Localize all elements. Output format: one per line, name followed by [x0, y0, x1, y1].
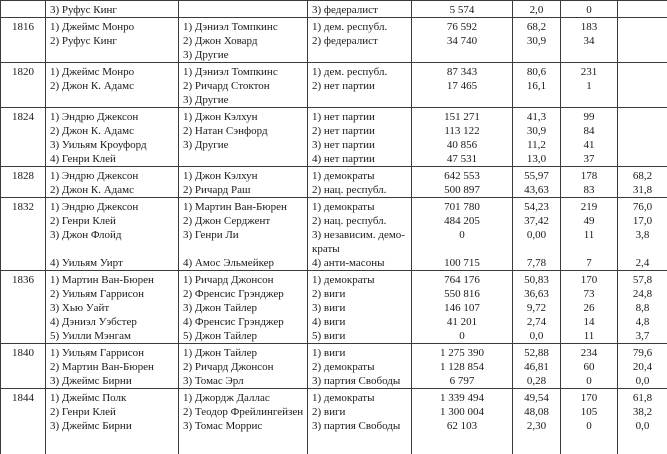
cell-line: 4,8: [635, 316, 650, 328]
cell-line: 2) Руфус Кинг: [50, 35, 117, 47]
cell-line: 11: [583, 229, 595, 241]
cell-line: 234: [580, 347, 598, 359]
cell-line: 2) Ричард Джонсон: [183, 361, 274, 373]
table-row: [1, 344, 667, 389]
cell-line: 4) Амос Эльмейкер: [183, 257, 275, 269]
cell-line: 54,23: [524, 201, 549, 213]
electoral-pct-cell: [618, 389, 667, 454]
cell-line: 30,9: [526, 35, 547, 47]
cell-line: 99: [583, 111, 595, 123]
cell-line: 68,2: [526, 21, 547, 33]
cell-line: 4) Уильям Уирт: [50, 257, 123, 269]
cell-line: 3,7: [635, 330, 650, 342]
electoral-votes-cell: [561, 18, 618, 63]
cell-line: 1) Дэниэл Томпкинс: [183, 66, 278, 78]
votes-cell: [412, 271, 513, 344]
vice-candidates-cell: [179, 108, 308, 167]
cell-line: 1) Эндрю Джексон: [50, 170, 139, 182]
cell-line: 41,3: [526, 111, 547, 123]
cell-line: [416, 242, 508, 256]
electoral-votes-cell: [561, 389, 618, 454]
cell-line: 1) Джордж Даллас: [183, 392, 270, 404]
cell-line: 34: [583, 35, 595, 47]
cell-line: 3) федералист: [312, 4, 378, 16]
cell-line: 1) Мартин Ван-Бюрен: [50, 274, 154, 286]
year-cell: [1, 389, 46, 454]
cell-line: 1844: [12, 392, 34, 404]
electoral-pct-cell: [618, 344, 667, 389]
cell-line: 3) Хью Уайт: [50, 302, 110, 314]
cell-line: 3) виги: [312, 302, 346, 314]
cell-line: 1) Джеймс Монро: [50, 66, 135, 78]
vice-candidates-cell: [179, 389, 308, 454]
cell-line: 4) Генри Клей: [50, 153, 116, 165]
cell-line: 1) дем. республ.: [312, 66, 388, 78]
cell-line: 36,63: [524, 288, 549, 300]
cell-line: 1) Джеймс Полк: [50, 392, 127, 404]
cell-line: 2) демократы: [312, 361, 375, 373]
cell-line: 9,72: [526, 302, 547, 314]
cell-line: 76 592: [446, 21, 478, 33]
cell-line: 1) демократы: [312, 201, 375, 213]
votes-cell: [412, 198, 513, 271]
cell-line: 73: [583, 288, 595, 300]
cell-line: 113 122: [444, 125, 480, 137]
cell-line: 83: [583, 184, 595, 196]
cell-line: [622, 110, 663, 124]
cell-line: [183, 242, 303, 256]
vice-candidates-cell: [179, 63, 308, 108]
cell-line: 37,42: [524, 215, 549, 227]
parties-cell: [308, 167, 412, 198]
parties-cell: [308, 63, 412, 108]
cell-line: 0,28: [526, 375, 547, 387]
cell-line: 2) нац. республ.: [312, 215, 387, 227]
cell-line: 3) Джон Тайлер: [183, 302, 257, 314]
cell-line: 26: [583, 302, 595, 314]
cell-line: 1 128 854: [440, 361, 484, 373]
cell-line: 3) Другие: [183, 139, 229, 151]
cell-line: 2) Генри Клей: [50, 215, 116, 227]
cell-line: 2) Мартин Ван-Бюрен: [50, 361, 154, 373]
cell-line: [183, 3, 303, 17]
cell-line: 484 205: [444, 215, 480, 227]
cell-line: 1820: [12, 66, 34, 78]
electoral-pct-cell: [618, 198, 667, 271]
cell-line: 68,2: [632, 170, 653, 182]
cell-line: 11,2: [527, 139, 546, 151]
cell-line: 11: [583, 330, 595, 342]
cell-line: 40 856: [446, 139, 478, 151]
parties-cell: [308, 344, 412, 389]
cell-line: 37: [583, 153, 595, 165]
cell-line: 1) Уильям Гаррисон: [50, 347, 145, 359]
parties-cell: [308, 18, 412, 63]
cell-line: 231: [580, 66, 598, 78]
vote-pct-cell: [513, 344, 561, 389]
vice-candidates-cell: [179, 1, 308, 18]
electoral-votes-cell: [561, 108, 618, 167]
cell-line: 2) Теодор Фрейлингейзен: [183, 406, 303, 418]
cell-line: 1) Дэниэл Томпкинс: [183, 21, 278, 33]
parties-cell: [308, 108, 412, 167]
cell-line: 0,0: [635, 420, 650, 432]
cell-line: 84: [583, 125, 595, 137]
cell-line: 24,8: [632, 288, 653, 300]
cell-line: 183: [580, 21, 598, 33]
votes-cell: [412, 63, 513, 108]
cell-line: 2) Джон К. Адамс: [50, 125, 134, 137]
cell-line: 2) федералист: [312, 35, 378, 47]
candidates-cell: [46, 167, 179, 198]
year-cell: [1, 1, 46, 18]
cell-line: 1816: [12, 21, 34, 33]
vote-pct-cell: [513, 198, 561, 271]
cell-line: 46,81: [524, 361, 549, 373]
vote-pct-cell: [513, 1, 561, 18]
cell-line: 3) Джеймс Бирни: [50, 420, 132, 432]
cell-line: 1 339 494: [440, 392, 484, 404]
cell-line: 6 797: [449, 375, 475, 387]
cell-line: 0: [459, 229, 465, 241]
cell-line: 2) виги: [312, 406, 346, 418]
cell-line: 701 780: [444, 201, 480, 213]
cell-line: 2) Уильям Гаррисон: [50, 288, 145, 300]
candidates-cell: [46, 344, 179, 389]
cell-line: 2) Натан Сэнфорд: [183, 125, 268, 137]
cell-line: 2,74: [526, 316, 547, 328]
cell-line: 3) Джон Флойд: [50, 229, 122, 241]
cell-line: 80,6: [526, 66, 547, 78]
cell-line: 3) нет партии: [312, 139, 375, 151]
vice-candidates-cell: [179, 18, 308, 63]
cell-line: 47 531: [446, 153, 478, 165]
cell-line: 3) Уильям Кроуфорд: [50, 139, 147, 151]
vice-candidates-cell: [179, 271, 308, 344]
table-row: [1, 1, 667, 18]
cell-line: 2) нац. республ.: [312, 184, 387, 196]
cell-line: 4) Дэниэл Уэбстер: [50, 316, 137, 328]
cell-line: 55,97: [524, 170, 549, 182]
cell-line: 1) демократы: [312, 170, 375, 182]
table-row: [1, 63, 667, 108]
cell-line: 1: [586, 80, 592, 92]
cell-line: 5 574: [449, 4, 475, 16]
parties-cell: [308, 389, 412, 454]
cell-line: 4) нет партии: [312, 153, 375, 165]
cell-line: 1 300 004: [440, 406, 484, 418]
candidates-cell: [46, 198, 179, 271]
year-cell: [1, 108, 46, 167]
cell-line: 38,2: [632, 406, 653, 418]
cell-line: 500 897: [444, 184, 480, 196]
cell-line: 4) анти-масоны: [312, 257, 385, 269]
cell-line: 3) Томас Эрл: [183, 375, 244, 387]
cell-line: [622, 20, 663, 34]
cell-line: 57,8: [632, 274, 653, 286]
votes-cell: [412, 1, 513, 18]
cell-line: 87 343: [446, 66, 478, 78]
cell-line: 3) партия Свободы: [312, 375, 401, 387]
cell-line: 43,63: [524, 184, 549, 196]
cell-line: 0,0: [635, 375, 650, 387]
electoral-pct-cell: [618, 1, 667, 18]
cell-line: 17,0: [632, 215, 653, 227]
cell-line: 146 107: [444, 302, 480, 314]
electoral-pct-cell: [618, 18, 667, 63]
cell-line: 1) дем. республ.: [312, 21, 388, 33]
electoral-pct-cell: [618, 271, 667, 344]
cell-line: 60: [583, 361, 595, 373]
cell-line: 3) Другие: [183, 94, 229, 106]
cell-line: 1832: [12, 201, 34, 213]
cell-line: 3,8: [635, 229, 650, 241]
cell-line: 0,00: [526, 229, 547, 241]
vote-pct-cell: [513, 167, 561, 198]
cell-line: 49: [583, 215, 595, 227]
vice-candidates-cell: [179, 198, 308, 271]
cell-line: 2) Ричард Стоктон: [183, 80, 270, 92]
cell-line: 0: [586, 4, 592, 16]
cell-line: 2) Джон К. Адамс: [50, 80, 134, 92]
parties-cell: [308, 198, 412, 271]
candidates-cell: [46, 18, 179, 63]
cell-line: 764 176: [444, 274, 480, 286]
votes-cell: [412, 108, 513, 167]
votes-cell: [412, 389, 513, 454]
cell-line: 1) Эндрю Джексон: [50, 111, 139, 123]
cell-line: 0: [459, 330, 465, 342]
vice-candidates-cell: [179, 167, 308, 198]
electoral-votes-cell: [561, 167, 618, 198]
cell-line: 642 553: [444, 170, 480, 182]
cell-line: 1) Эндрю Джексон: [50, 201, 139, 213]
cell-line: 1) Ричард Джонсон: [183, 274, 274, 286]
cell-line: 1) демократы: [312, 274, 375, 286]
cell-line: 3) Томас Моррис: [183, 420, 263, 432]
cell-line: 4) Френсис Грэнджер: [183, 316, 284, 328]
table-row: [1, 389, 667, 454]
cell-line: 41: [583, 139, 595, 151]
cell-line: 170: [580, 274, 598, 286]
electoral-pct-cell: [618, 63, 667, 108]
candidates-cell: [46, 271, 179, 344]
cell-line: 1) Мартин Ван-Бюрен: [183, 201, 287, 213]
electoral-votes-cell: [561, 1, 618, 18]
cell-line: 550 816: [444, 288, 480, 300]
cell-line: 8,8: [635, 302, 650, 314]
cell-line: 1 275 390: [440, 347, 484, 359]
cell-line: 1840: [12, 347, 34, 359]
vote-pct-cell: [513, 389, 561, 454]
cell-line: 20,4: [632, 361, 653, 373]
cell-line: 2) нет партии: [312, 80, 375, 92]
cell-line: 5) виги: [312, 330, 346, 342]
cell-line: [622, 3, 663, 17]
cell-line: 1) виги: [312, 347, 346, 359]
year-cell: [1, 167, 46, 198]
cell-line: [622, 65, 663, 79]
cell-line: 76,0: [632, 201, 653, 213]
cell-line: 1) Джон Тайлер: [183, 347, 257, 359]
cell-line: 1824: [12, 111, 34, 123]
cell-line: 1) Джеймс Монро: [50, 21, 135, 33]
vote-pct-cell: [513, 108, 561, 167]
table-row: [1, 18, 667, 63]
electoral-pct-cell: [618, 108, 667, 167]
cell-line: 2) Джон К. Адамс: [50, 184, 134, 196]
cell-line: 2) Джон Серджент: [183, 215, 271, 227]
cell-line: 41 201: [446, 316, 478, 328]
cell-line: 1828: [12, 170, 34, 182]
cell-line: 4) виги: [312, 316, 346, 328]
parties-cell: [308, 1, 412, 18]
electoral-votes-cell: [561, 63, 618, 108]
parties-cell: [308, 271, 412, 344]
votes-cell: [412, 18, 513, 63]
vote-pct-cell: [513, 63, 561, 108]
cell-line: 2) нет партии: [312, 125, 375, 137]
cell-line: 3) Другие: [183, 49, 229, 61]
cell-line: 105: [580, 406, 598, 418]
cell-line: 1) Джон Кэлхун: [183, 170, 258, 182]
cell-line: 1) Джон Кэлхун: [183, 111, 258, 123]
table-row: [1, 271, 667, 344]
electoral-votes-cell: [561, 271, 618, 344]
candidates-cell: [46, 63, 179, 108]
cell-line: 50,83: [524, 274, 549, 286]
vice-candidates-cell: [179, 344, 308, 389]
cell-line: [565, 242, 613, 256]
vote-pct-cell: [513, 18, 561, 63]
cell-line: 30,9: [526, 125, 547, 137]
cell-line: 31,8: [632, 184, 653, 196]
cell-line: 219: [580, 201, 598, 213]
year-cell: [1, 63, 46, 108]
candidates-cell: [46, 1, 179, 18]
cell-line: 0: [586, 420, 592, 432]
cell-line: 178: [580, 170, 598, 182]
cell-line: 0: [586, 375, 592, 387]
cell-line: 2,0: [529, 4, 544, 16]
table-row: [1, 198, 667, 271]
cell-line: 2) Джон Ховард: [183, 35, 258, 47]
year-cell: [1, 198, 46, 271]
cell-line: 1) нет партии: [312, 111, 375, 123]
cell-line: краты: [312, 243, 340, 255]
cell-line: 151 271: [444, 111, 480, 123]
cell-line: 5) Уилли Мэнгам: [50, 330, 131, 342]
cell-line: 100 715: [444, 257, 480, 269]
cell-line: 0,0: [529, 330, 544, 342]
cell-line: 2) Френсис Грэнджер: [183, 288, 284, 300]
cell-line: 3) Генри Ли: [183, 229, 239, 241]
cell-line: 79,6: [632, 347, 653, 359]
cell-line: 48,08: [524, 406, 549, 418]
votes-cell: [412, 344, 513, 389]
electoral-votes-cell: [561, 198, 618, 271]
cell-line: 16,1: [526, 80, 547, 92]
year-cell: [1, 18, 46, 63]
cell-line: 7: [586, 257, 592, 269]
cell-line: 61,8: [632, 392, 653, 404]
cell-line: 2) Генри Клей: [50, 406, 116, 418]
cell-line: 3) независим. демо-: [312, 229, 405, 241]
electoral-votes-cell: [561, 344, 618, 389]
cell-line: 2) виги: [312, 288, 346, 300]
cell-line: 3) партия Свободы: [312, 420, 401, 432]
cell-line: 2) Ричард Раш: [183, 184, 251, 196]
electoral-pct-cell: [618, 167, 667, 198]
cell-line: 3) Джеймс Бирни: [50, 375, 132, 387]
cell-line: [5, 3, 41, 17]
cell-line: 52,88: [524, 347, 549, 359]
votes-cell: [412, 167, 513, 198]
cell-line: 7,78: [526, 257, 547, 269]
year-cell: [1, 344, 46, 389]
cell-line: [622, 242, 663, 256]
cell-line: 17 465: [446, 80, 478, 92]
cell-line: 49,54: [524, 392, 549, 404]
cell-line: [50, 242, 174, 256]
cell-line: 13,0: [526, 153, 547, 165]
cell-line: 34 740: [446, 35, 478, 47]
cell-line: 5) Джон Тайлер: [183, 330, 257, 342]
cell-line: 3) Руфус Кинг: [50, 4, 117, 16]
year-cell: [1, 271, 46, 344]
cell-line: [517, 242, 556, 256]
cell-line: 14: [583, 316, 595, 328]
cell-line: 170: [580, 392, 598, 404]
candidates-cell: [46, 108, 179, 167]
cell-line: 1836: [12, 274, 34, 286]
cell-line: 2,30: [526, 420, 547, 432]
table-row: [1, 167, 667, 198]
cell-line: 62 103: [446, 420, 478, 432]
candidates-cell: [46, 389, 179, 454]
vote-pct-cell: [513, 271, 561, 344]
cell-line: 1) демократы: [312, 392, 375, 404]
table-row: [1, 108, 667, 167]
cell-line: 2,4: [635, 257, 650, 269]
election-table-body: [1, 1, 667, 454]
